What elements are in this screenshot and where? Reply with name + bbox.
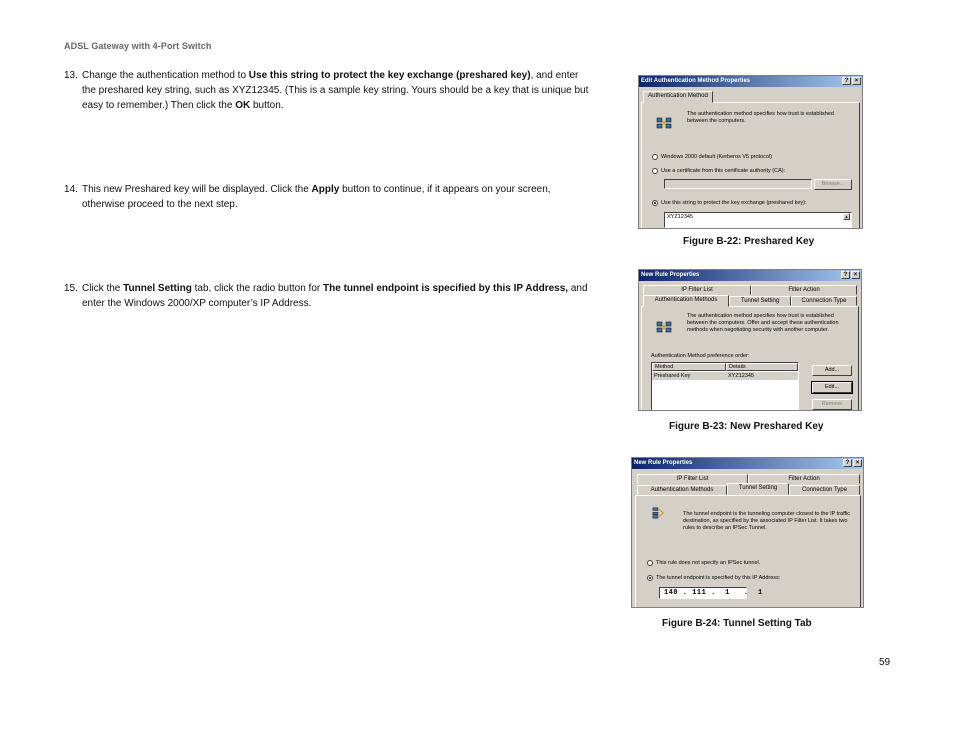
dialog-title: Edit Authentication Method Properties bbox=[639, 76, 862, 87]
step-14 bbox=[64, 182, 589, 212]
tab-panel bbox=[641, 102, 860, 229]
tab-ip-filter-list[interactable]: IP Filter List bbox=[643, 285, 751, 295]
help-button[interactable]: ? bbox=[843, 459, 852, 467]
step-text-part: Click the bbox=[82, 283, 124, 294]
dialog-title: New Rule Properties bbox=[632, 458, 863, 469]
step-text-part: , and enter the preshared key string, such as XYZ12345. (This is a sample key string. Yours should be a key that is unique but easy to remember.) Then click the bbox=[82, 70, 589, 111]
tunnel-icon bbox=[650, 507, 666, 519]
step-number: 13. bbox=[64, 70, 78, 81]
list-item-method[interactable]: Preshared Key bbox=[652, 372, 726, 380]
close-button[interactable]: × bbox=[853, 459, 862, 467]
step-text-bold: Use this string to protect the key exchange (preshared key) bbox=[248, 70, 531, 81]
page-number: 59 bbox=[879, 657, 891, 668]
radio-tunnel-endpoint-label: The tunnel endpoint is specified by this IP Address: bbox=[656, 575, 781, 581]
tab-panel bbox=[635, 495, 861, 608]
new-rule-properties-dialog bbox=[638, 269, 862, 411]
step-text-bold: The tunnel endpoint is specified by this IP Address, bbox=[323, 283, 569, 294]
scroll-up-button[interactable]: ▲ bbox=[844, 214, 849, 219]
column-header-details[interactable]: Details bbox=[726, 363, 798, 371]
step-text-bold: Apply bbox=[311, 184, 340, 195]
tab-tunnel-setting[interactable]: Tunnel Setting bbox=[729, 296, 791, 306]
auth-methods-list[interactable] bbox=[651, 362, 799, 411]
certificate-field bbox=[664, 179, 812, 189]
edit-button[interactable]: Edit... bbox=[812, 382, 852, 393]
radio-kerberos[interactable] bbox=[652, 154, 658, 160]
step-13 bbox=[64, 68, 589, 113]
step-text bbox=[82, 281, 589, 311]
radio-no-tunnel-label: This rule does not specify an IPSec tunnel. bbox=[656, 560, 761, 566]
radio-certificate-label: Use a certificate from this certificate authority (CA): bbox=[661, 168, 786, 174]
preshared-key-input[interactable]: XYZ12345 bbox=[664, 212, 852, 228]
auth-description: The authentication method specifies how trust is established between the computers. bbox=[687, 111, 834, 124]
page-header: ADSL Gateway with 4-Port Switch bbox=[64, 41, 212, 51]
radio-preshared-key-label: Use this string to protect the key exchange (preshared key): bbox=[661, 200, 807, 206]
figure-caption: Figure B-22: Preshared Key bbox=[683, 236, 815, 247]
tab-tunnel-setting[interactable]: Tunnel Setting bbox=[727, 483, 789, 495]
tab-authentication-methods[interactable]: Authentication Methods bbox=[637, 485, 727, 495]
auth-description: The authentication method specifies how trust is established between the computers. Offer and accept these authentication methods when negotiating security with another computer. bbox=[687, 313, 839, 333]
tab-ip-filter-list[interactable]: IP Filter List bbox=[637, 474, 748, 484]
tab-authentication-method[interactable]: Authentication Method bbox=[643, 91, 713, 103]
step-15 bbox=[64, 281, 589, 311]
close-button[interactable]: × bbox=[851, 271, 860, 279]
column-header-method[interactable]: Method bbox=[652, 363, 726, 371]
step-text-part: and enter the Windows 2000/XP computer’s IP Address. bbox=[82, 283, 588, 309]
remove-button[interactable]: Remove bbox=[812, 399, 852, 410]
step-text-bold: OK bbox=[235, 100, 251, 111]
tab-filter-action[interactable]: Filter Action bbox=[751, 285, 857, 295]
preference-order-label: Authentication Method preference order: bbox=[651, 353, 750, 359]
step-number: 15. bbox=[64, 283, 78, 294]
radio-certificate[interactable] bbox=[652, 168, 658, 174]
edit-auth-method-dialog bbox=[638, 75, 863, 229]
dialog-title: New Rule Properties bbox=[639, 270, 861, 281]
figure-caption: Figure B-24: Tunnel Setting Tab bbox=[662, 618, 812, 629]
radio-tunnel-endpoint[interactable] bbox=[647, 575, 653, 581]
radio-kerberos-label: Windows 2000 default (Kerberos V5 protocol) bbox=[661, 154, 772, 160]
tab-filter-action[interactable]: Filter Action bbox=[748, 474, 860, 484]
browse-button[interactable]: Browse... bbox=[814, 179, 852, 190]
tab-connection-type[interactable]: Connection Type bbox=[789, 485, 860, 495]
add-button[interactable]: Add... bbox=[812, 365, 852, 376]
tunnel-ip-address-input[interactable]: 140 . 111 . 1 . 1 bbox=[659, 587, 747, 599]
step-text-part: This new Preshared key will be displayed. Click the bbox=[82, 184, 312, 195]
help-button[interactable]: ? bbox=[841, 271, 850, 279]
step-text-part: button to continue, if it appears on your screen, otherwise proceed to the next step. bbox=[82, 184, 551, 210]
figure-caption: Figure B-23: New Preshared Key bbox=[669, 421, 824, 432]
network-computers-icon bbox=[656, 117, 672, 129]
radio-no-tunnel[interactable] bbox=[647, 560, 653, 566]
step-text-part: tab, click the radio button for bbox=[191, 283, 324, 294]
tab-panel bbox=[641, 306, 859, 411]
tab-connection-type[interactable]: Connection Type bbox=[791, 296, 857, 306]
radio-preshared-key[interactable] bbox=[652, 200, 658, 206]
step-text-part: button. bbox=[250, 100, 284, 111]
step-text bbox=[82, 182, 589, 212]
tunnel-description: The tunnel endpoint is the tunneling computer closest to the IP traffic destination, as specified by the associated IP Filter List. It takes two rules to describe an IPSec Tunnel. bbox=[683, 511, 851, 531]
step-number: 14. bbox=[64, 184, 78, 195]
new-rule-properties-tunnel-dialog bbox=[631, 457, 864, 608]
step-text bbox=[82, 68, 589, 113]
step-text-part: Change the authentication method to bbox=[82, 70, 249, 81]
step-text-bold: Tunnel Setting bbox=[123, 283, 192, 294]
list-item-details[interactable]: XYZ12345 bbox=[726, 372, 798, 380]
close-button[interactable]: × bbox=[852, 77, 861, 85]
network-computers-icon bbox=[656, 321, 672, 333]
help-button[interactable]: ? bbox=[842, 77, 851, 85]
tab-authentication-methods[interactable]: Authentication Methods bbox=[643, 295, 729, 307]
